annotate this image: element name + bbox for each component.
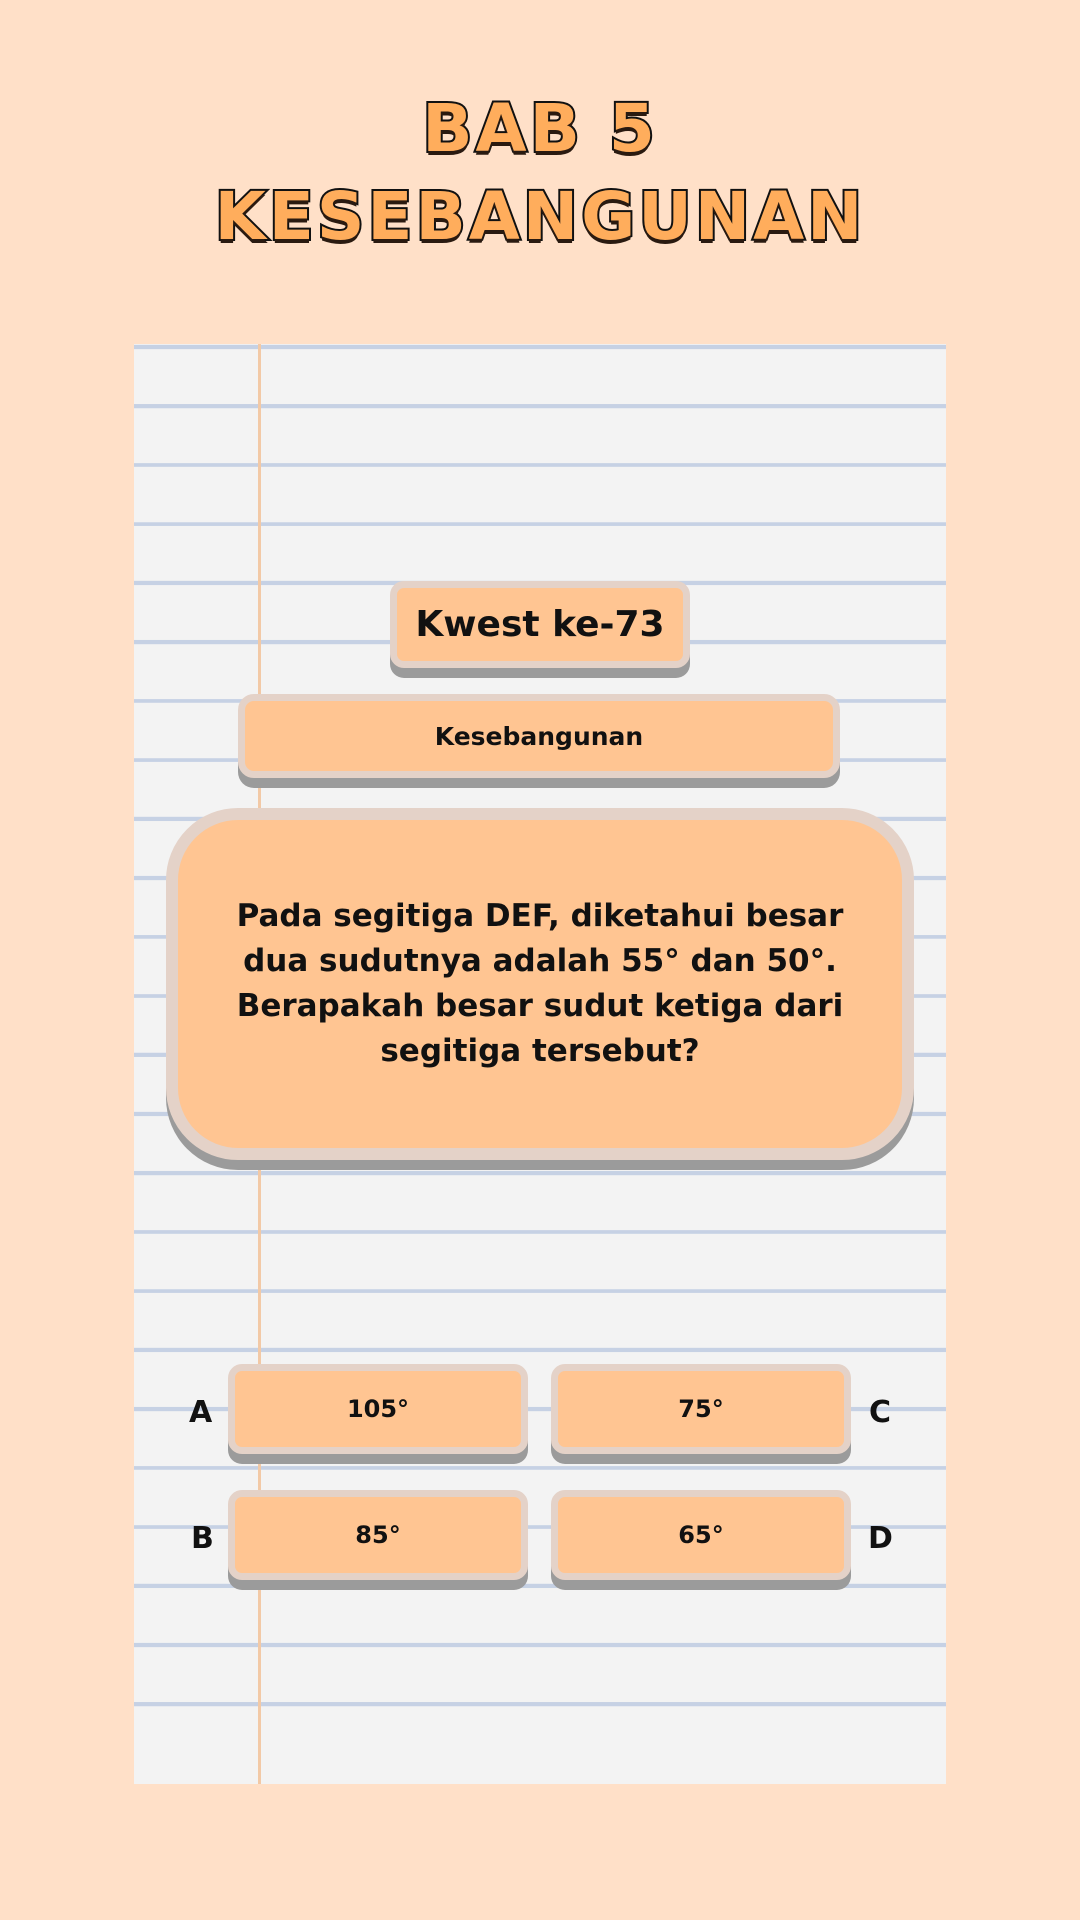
- option-letter-c: C: [869, 1395, 892, 1430]
- chapter-subtitle: KESEBANGUNAN: [214, 178, 866, 255]
- answer-option-d[interactable]: [551, 1490, 851, 1580]
- answer-option-d-label: 65°: [678, 1521, 724, 1549]
- answer-option-b-label: 85°: [355, 1521, 401, 1549]
- quest-number-badge: Kwest ke-73: [390, 581, 690, 668]
- option-letter-a: A: [189, 1395, 213, 1430]
- answer-option-b[interactable]: [228, 1490, 528, 1580]
- option-letter-b: B: [191, 1521, 214, 1556]
- question-card: [166, 808, 914, 1160]
- answer-option-c[interactable]: [551, 1364, 851, 1454]
- topic-label: Kesebangunan: [238, 694, 840, 778]
- question-text: Pada segitiga DEF, diketahui besar dua sudutnya adalah 55° dan 50°. Berapakah besar sudut ketiga dari segitiga tersebut?: [236, 898, 844, 1069]
- answer-option-a[interactable]: [228, 1364, 528, 1454]
- answer-option-c-label: 75°: [678, 1395, 724, 1423]
- answer-option-a-label: 105°: [346, 1395, 410, 1423]
- chapter-title: BAB 5: [422, 90, 658, 167]
- option-letter-d: D: [868, 1521, 893, 1556]
